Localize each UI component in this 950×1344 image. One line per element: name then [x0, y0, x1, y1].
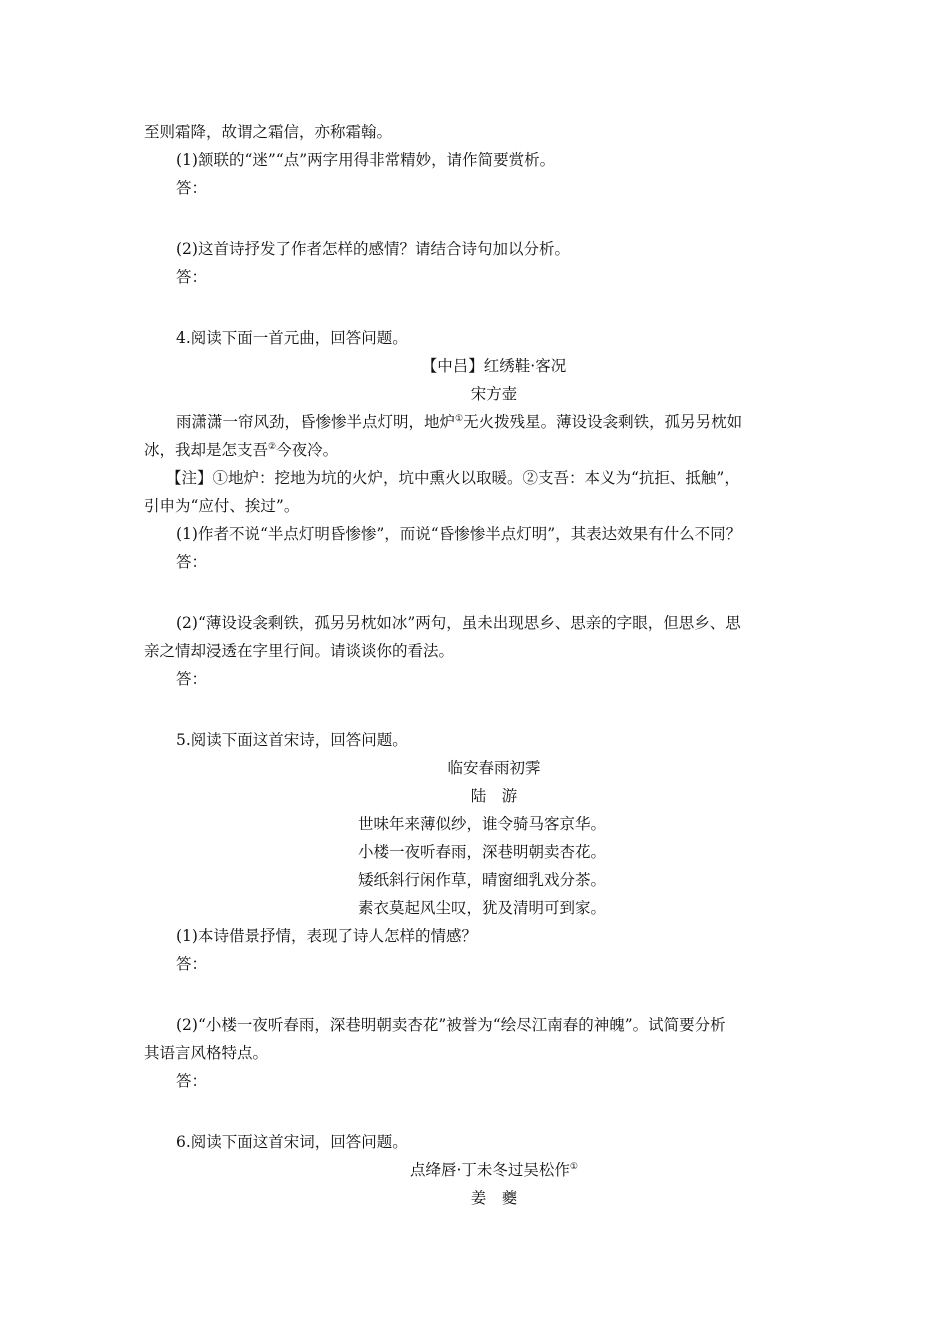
question-text: (1)本诗借景抒情，表现了诗人怎样的情感？ [176, 927, 477, 945]
text-line: 至则霜降，故谓之霜信，亦称霜翰。 [144, 123, 393, 141]
question-text: (1)颔联的“迷”“点”两字用得非常精妙，请作简要赏析。 [176, 151, 556, 169]
poem-title: 点绛唇·丁未冬过吴松作① [409, 1161, 578, 1179]
note-text: 【注】①地炉：挖地为坑的火炉，坑中熏火以取暖。②支吾：本义为“抗拒、抵触”， [166, 469, 740, 487]
question-text: 其语言风格特点。 [144, 1044, 269, 1062]
poem-verse: 矮纸斜行闲作草，晴窗细乳戏分茶。 [358, 871, 607, 889]
question-text: (2)“薄设设衾剩铁，孤另另枕如冰”两句，虽未出现思乡、思亲的字眼，但思乡、思 [176, 614, 741, 632]
question-text: (2)这首诗抒发了作者怎样的感情？请结合诗句加以分析。 [176, 240, 570, 258]
question-text: (2)“小楼一夜听春雨，深巷明朝卖杏花”被誉为“绘尽江南春的神魄”。试简要分析 [176, 1016, 726, 1034]
answer-label: 答： [176, 955, 208, 973]
poem-author: 陆 游 [470, 787, 518, 805]
section-heading: 4.阅读下面一首元曲，回答问题。 [176, 329, 408, 347]
poem-title: 【中吕】红绣鞋·客况 [421, 357, 567, 375]
question-text: 亲之情却浸透在字里行间。请谈谈你的看法。 [144, 642, 455, 660]
section-heading: 5.阅读下面这首宋诗，回答问题。 [176, 731, 408, 749]
section-heading: 6.阅读下面这首宋词，回答问题。 [176, 1133, 408, 1151]
note-text: 引申为“应付、挨过”。 [144, 497, 300, 515]
answer-label: 答： [176, 670, 208, 688]
answer-label: 答： [176, 553, 208, 571]
poem-author: 姜 夔 [470, 1189, 518, 1207]
question-text: (1)作者不说“半点灯明昏惨惨”，而说“昏惨惨半点灯明”，其表达效果有什么不同？ [176, 525, 742, 543]
poem-body-line: 雨潇潇一帘风劲，昏惨惨半点灯明，地炉①无火拨残星。薄设设衾剩铁，孤另另枕如 [176, 413, 743, 431]
answer-label: 答： [176, 179, 208, 197]
answer-label: 答： [176, 1072, 208, 1090]
poem-body-line: 冰，我却是怎支吾②今夜冷。 [144, 441, 339, 459]
poem-verse: 小楼一夜听春雨，深巷明朝卖杏花。 [358, 843, 607, 861]
poem-title: 临安春雨初霁 [447, 759, 541, 777]
answer-label: 答： [176, 268, 208, 286]
poem-verse: 世味年来薄似纱，谁令骑马客京华。 [358, 815, 607, 833]
poem-verse: 素衣莫起风尘叹，犹及清明可到家。 [358, 899, 607, 917]
poem-author: 宋方壶 [470, 385, 518, 403]
